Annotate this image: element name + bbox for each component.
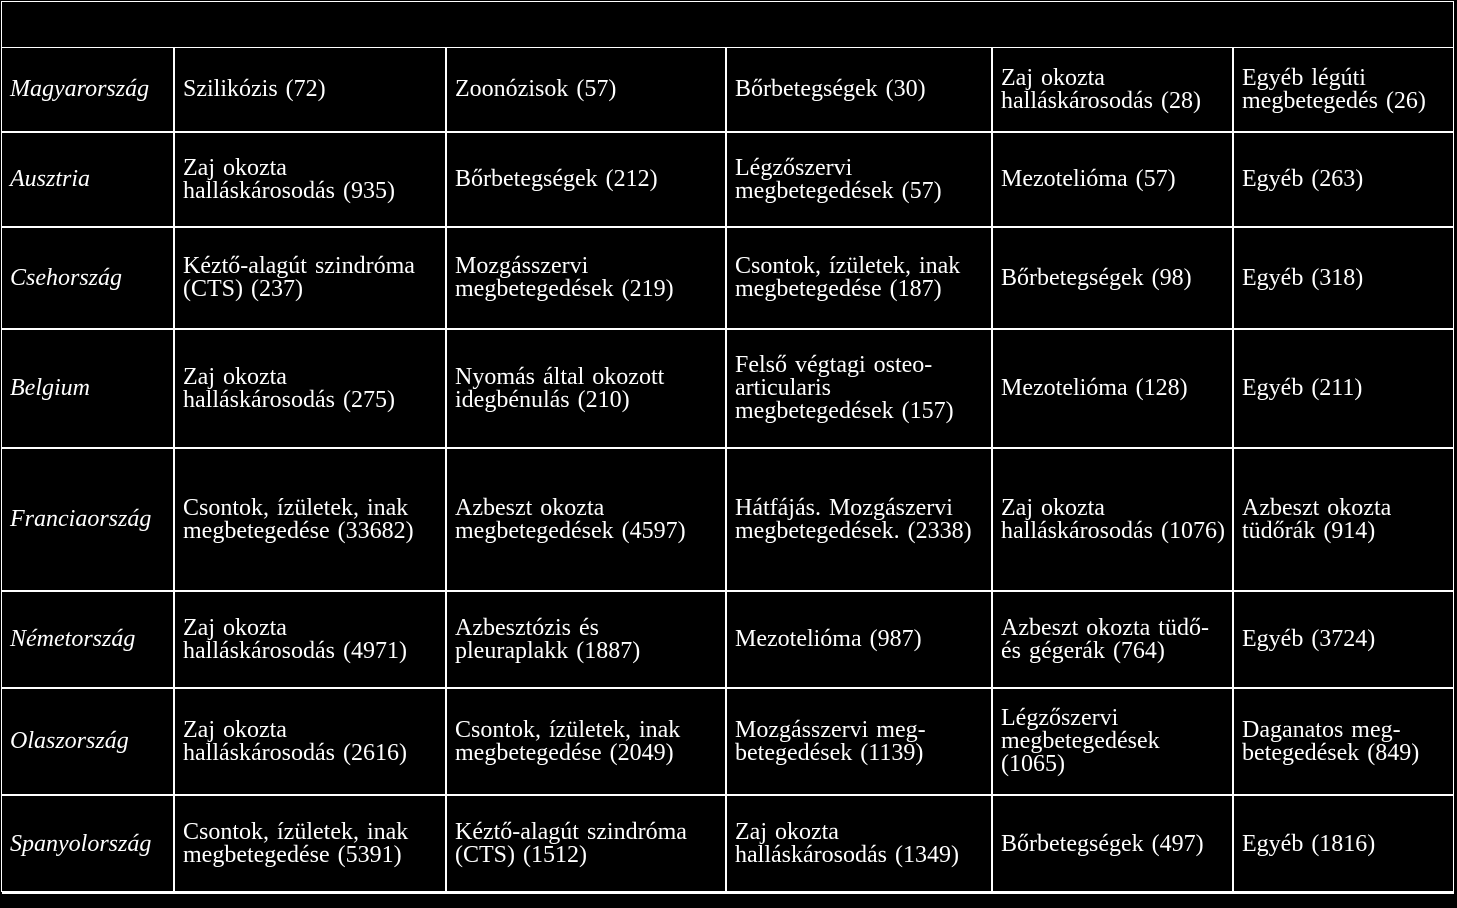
table-cell: Mezotelióma (987)	[726, 591, 992, 688]
table-cell: Bőrbetegségek (30)	[726, 48, 992, 132]
table-cell: Zaj okozta halláskárosodás (1076)	[992, 448, 1233, 591]
table-cell: Kéztő-alagút szindróma (CTS) (237)	[174, 227, 446, 329]
table-cell: Egyéb (211)	[1233, 329, 1454, 448]
country-cell: Csehország	[2, 227, 174, 329]
table-cell: Zaj okozta halláskárosodás (2616)	[174, 688, 446, 795]
table-cell: Bőrbetegségek (497)	[992, 795, 1233, 893]
occupational-diseases-table	[2, 48, 1454, 894]
table-cell: Egyéb (318)	[1233, 227, 1454, 329]
table-cell: Zoonózisok (57)	[446, 48, 726, 132]
country-cell: Németország	[2, 591, 174, 688]
table-cell: Daganatos meg-betegedések (849)	[1233, 688, 1454, 795]
table-cell: Azbesztózis és pleuraplakk (1887)	[446, 591, 726, 688]
table-cell: Csontok, ízületek, inak megbetegedése (5391)	[174, 795, 446, 893]
table-cell: Egyéb (1816)	[1233, 795, 1454, 893]
table-cell: Zaj okozta halláskárosodás (935)	[174, 132, 446, 227]
table-cell: Légzőszervi megbetegedések (57)	[726, 132, 992, 227]
table-cell: Zaj okozta halláskárosodás (1349)	[726, 795, 992, 893]
table-cell: Azbeszt okozta megbetegedések (4597)	[446, 448, 726, 591]
table-row	[2, 448, 1454, 591]
country-cell: Belgium	[2, 329, 174, 448]
table-cell: Mezotelióma (128)	[992, 329, 1233, 448]
table-row	[2, 591, 1454, 688]
table-cell: Felső végtagi osteo-articularis megbetegedések (157)	[726, 329, 992, 448]
country-cell: Ausztria	[2, 132, 174, 227]
table-cell: Zaj okozta halláskárosodás (28)	[992, 48, 1233, 132]
table-cell: Bőrbetegségek (212)	[446, 132, 726, 227]
table-frame	[1, 1, 1454, 892]
table-cell: Bőrbetegségek (98)	[992, 227, 1233, 329]
table-cell: Szilikózis (72)	[174, 48, 446, 132]
table-cell: Mozgásszervi megbetegedések (219)	[446, 227, 726, 329]
table-row	[2, 688, 1454, 795]
country-cell: Franciaország	[2, 448, 174, 591]
table-row	[2, 329, 1454, 448]
country-cell: Magyarország	[2, 48, 174, 132]
table-cell: Mozgásszervi meg-betegedések (1139)	[726, 688, 992, 795]
table-row	[2, 132, 1454, 227]
table-row	[2, 48, 1454, 132]
table-cell: Nyomás által okozott idegbénulás (210)	[446, 329, 726, 448]
table-cell: Egyéb (263)	[1233, 132, 1454, 227]
table-cell: Csontok, ízületek, inak megbetegedése (187)	[726, 227, 992, 329]
table-cell: Egyéb (3724)	[1233, 591, 1454, 688]
table-row	[2, 227, 1454, 329]
table-cell: Kéztő-alagút szindróma (CTS) (1512)	[446, 795, 726, 893]
table-cell: Légzőszervi megbetegedések (1065)	[992, 688, 1233, 795]
table-row	[2, 795, 1454, 893]
table-cell: Csontok, ízületek, inak megbetegedése (33682)	[174, 448, 446, 591]
table-cell: Zaj okozta halláskárosodás (275)	[174, 329, 446, 448]
table-cell: Azbeszt okozta tüdő- és gégerák (764)	[992, 591, 1233, 688]
table-header-band	[2, 2, 1453, 48]
table-cell: Mezotelióma (57)	[992, 132, 1233, 227]
country-cell: Spanyolország	[2, 795, 174, 893]
table-cell: Csontok, ízületek, inak megbetegedése (2049)	[446, 688, 726, 795]
table-cell: Azbeszt okozta tüdőrák (914)	[1233, 448, 1454, 591]
table-cell: Hátfájás. Mozgászervi megbetegedések. (2338)	[726, 448, 992, 591]
table-cell: Zaj okozta halláskárosodás (4971)	[174, 591, 446, 688]
country-cell: Olaszország	[2, 688, 174, 795]
table-cell: Egyéb légúti megbetegedés (26)	[1233, 48, 1454, 132]
